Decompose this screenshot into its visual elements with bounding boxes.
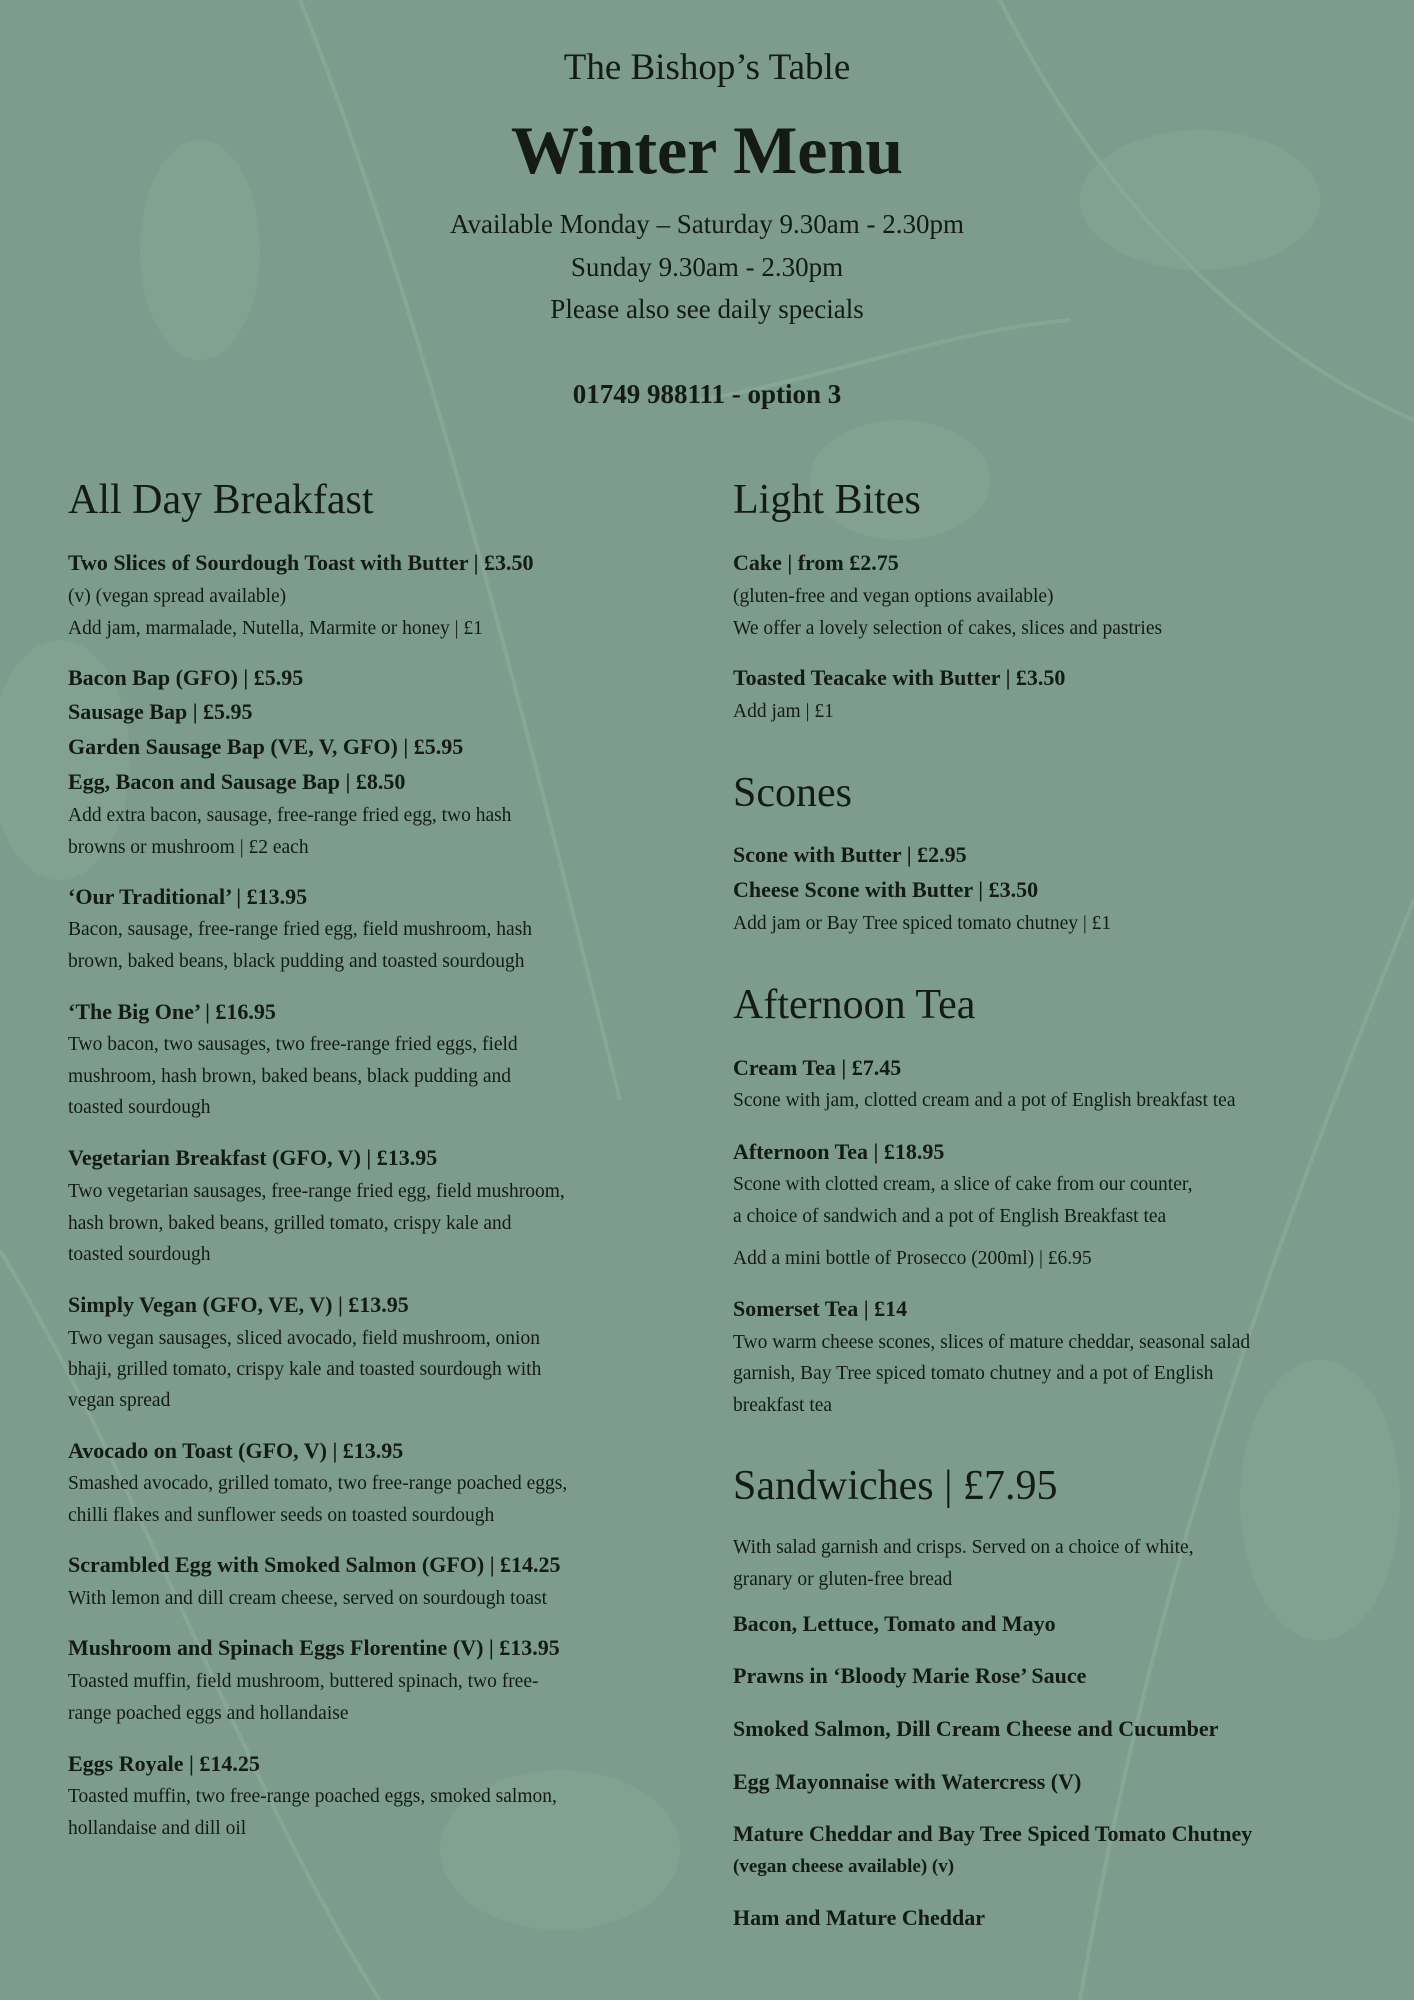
item-desc: garnish, Bay Tree spiced tomato chutney and a pot of English <box>733 1363 1214 1384</box>
phone-number: 01749 988111 - option 3 <box>572 379 842 409</box>
item-desc: hollandaise and dill oil <box>68 1818 247 1839</box>
item-name: Cake | from £2.75 <box>733 550 899 575</box>
item-name: Bacon, Lettuce, Tomato and Mayo <box>733 1611 1056 1636</box>
item-name: Bacon Bap (GFO) | £5.95 <box>68 665 304 690</box>
item-name: Afternoon Tea | £18.95 <box>733 1139 945 1164</box>
item-desc: Scone with jam, clotted cream and a pot of English breakfast tea <box>733 1090 1236 1111</box>
item-desc: chilli flakes and sunflower seeds on toasted sourdough <box>68 1505 495 1526</box>
section-heading: Afternoon Tea <box>733 982 976 1028</box>
item-desc: toasted sourdough <box>68 1097 211 1118</box>
item-desc: Two vegetarian sausages, free-range fried egg, field mushroom, <box>68 1181 565 1202</box>
item-desc: hash brown, baked beans, grilled tomato, crispy kale and <box>68 1213 512 1234</box>
hours-line: Sunday 9.30am - 2.30pm <box>570 252 844 282</box>
item-name: Vegetarian Breakfast (GFO, V) | £13.95 <box>68 1145 438 1170</box>
item-name: Mature Cheddar and Bay Tree Spiced Tomato Chutney <box>733 1821 1253 1846</box>
item-name: Cheese Scone with Butter | £3.50 <box>733 877 1039 902</box>
item-desc: Two warm cheese scones, slices of mature cheddar, seasonal salad <box>733 1332 1251 1353</box>
item-desc: (v) (vegan spread available) <box>68 586 287 607</box>
item-name: Mushroom and Spinach Eggs Florentine (V) | £13.95 <box>68 1635 560 1660</box>
item-desc: Two vegan sausages, sliced avocado, field mushroom, onion <box>68 1328 540 1349</box>
item-name: ‘The Big One’ | £16.95 <box>68 999 276 1024</box>
item-note: (vegan cheese available) (v) <box>733 1856 955 1877</box>
item-name: Garden Sausage Bap (VE, V, GFO) | £5.95 <box>68 734 464 759</box>
item-desc: vegan spread <box>68 1390 171 1411</box>
item-desc: toasted sourdough <box>68 1244 211 1265</box>
item-name: Avocado on Toast (GFO, V) | £13.95 <box>68 1438 404 1463</box>
item-desc: Add extra bacon, sausage, free-range fried egg, two hash <box>68 805 512 826</box>
item-desc: Bacon, sausage, free-range fried egg, field mushroom, hash <box>68 919 533 940</box>
item-desc: Toasted muffin, field mushroom, buttered spinach, two free- <box>68 1671 539 1692</box>
item-name: Toasted Teacake with Butter | £3.50 <box>733 665 1066 690</box>
item-name: Egg, Bacon and Sausage Bap | £8.50 <box>68 769 406 794</box>
section-desc: granary or gluten-free bread <box>733 1569 953 1590</box>
item-name: Somerset Tea | £14 <box>733 1296 908 1321</box>
item-desc: breakfast tea <box>733 1395 833 1416</box>
item-name: Prawns in ‘Bloody Marie Rose’ Sauce <box>733 1663 1087 1688</box>
item-name: Two Slices of Sourdough Toast with Butter | £3.50 <box>68 550 534 575</box>
item-desc: Smashed avocado, grilled tomato, two free-range poached eggs, <box>68 1473 568 1494</box>
item-desc: range poached eggs and hollandaise <box>68 1703 349 1724</box>
item-desc: a choice of sandwich and a pot of English Breakfast tea <box>733 1206 1167 1227</box>
item-desc: Add jam, marmalade, Nutella, Marmite or honey | £1 <box>68 618 483 639</box>
item-desc: browns or mushroom | £2 each <box>68 837 309 858</box>
item-name: Scrambled Egg with Smoked Salmon (GFO) | £14.25 <box>68 1552 561 1577</box>
hours-line: Available Monday – Saturday 9.30am - 2.30pm <box>450 209 964 239</box>
item-name: Egg Mayonnaise with Watercress (V) <box>733 1769 1082 1794</box>
item-name: Sausage Bap | £5.95 <box>68 699 253 724</box>
section-heading: Light Bites <box>733 477 921 523</box>
item-desc: Add jam or Bay Tree spiced tomato chutney | £1 <box>733 913 1112 934</box>
item-desc: bhaji, grilled tomato, crispy kale and toasted sourdough with <box>68 1359 542 1380</box>
item-desc: brown, baked beans, black pudding and toasted sourdough <box>68 951 525 972</box>
item-name: Scone with Butter | £2.95 <box>733 842 967 867</box>
page-title: Winter Menu <box>510 112 904 188</box>
section-heading: All Day Breakfast <box>68 477 374 523</box>
venue-name: The Bishop’s Table <box>563 47 851 88</box>
item-desc: Two bacon, two sausages, two free-range fried eggs, field <box>68 1034 518 1055</box>
item-desc: With lemon and dill cream cheese, served on sourdough toast <box>68 1588 547 1609</box>
section-heading: Scones <box>733 770 852 816</box>
item-desc: Scone with clotted cream, a slice of cake from our counter, <box>733 1174 1193 1195</box>
item-desc: We offer a lovely selection of cakes, slices and pastries <box>733 618 1163 639</box>
item-name: ‘Our Traditional’ | £13.95 <box>68 884 308 909</box>
section-desc: With salad garnish and crisps. Served on a choice of white, <box>733 1537 1194 1558</box>
item-name: Simply Vegan (GFO, VE, V) | £13.95 <box>68 1292 409 1317</box>
item-name: Smoked Salmon, Dill Cream Cheese and Cucumber <box>733 1716 1219 1741</box>
item-desc: Add jam | £1 <box>733 701 834 722</box>
item-name: Cream Tea | £7.45 <box>733 1055 902 1080</box>
section-heading: Sandwiches | £7.95 <box>733 1463 1058 1509</box>
item-name: Eggs Royale | £14.25 <box>68 1751 260 1776</box>
item-desc: Toasted muffin, two free-range poached eggs, smoked salmon, <box>68 1786 557 1807</box>
item-desc: (gluten-free and vegan options available) <box>733 586 1054 607</box>
item-desc: Add a mini bottle of Prosecco (200ml) | £6.95 <box>733 1248 1092 1269</box>
item-name: Ham and Mature Cheddar <box>733 1905 985 1930</box>
item-desc: mushroom, hash brown, baked beans, black pudding and <box>68 1066 511 1087</box>
specials-note: Please also see daily specials <box>550 294 864 324</box>
